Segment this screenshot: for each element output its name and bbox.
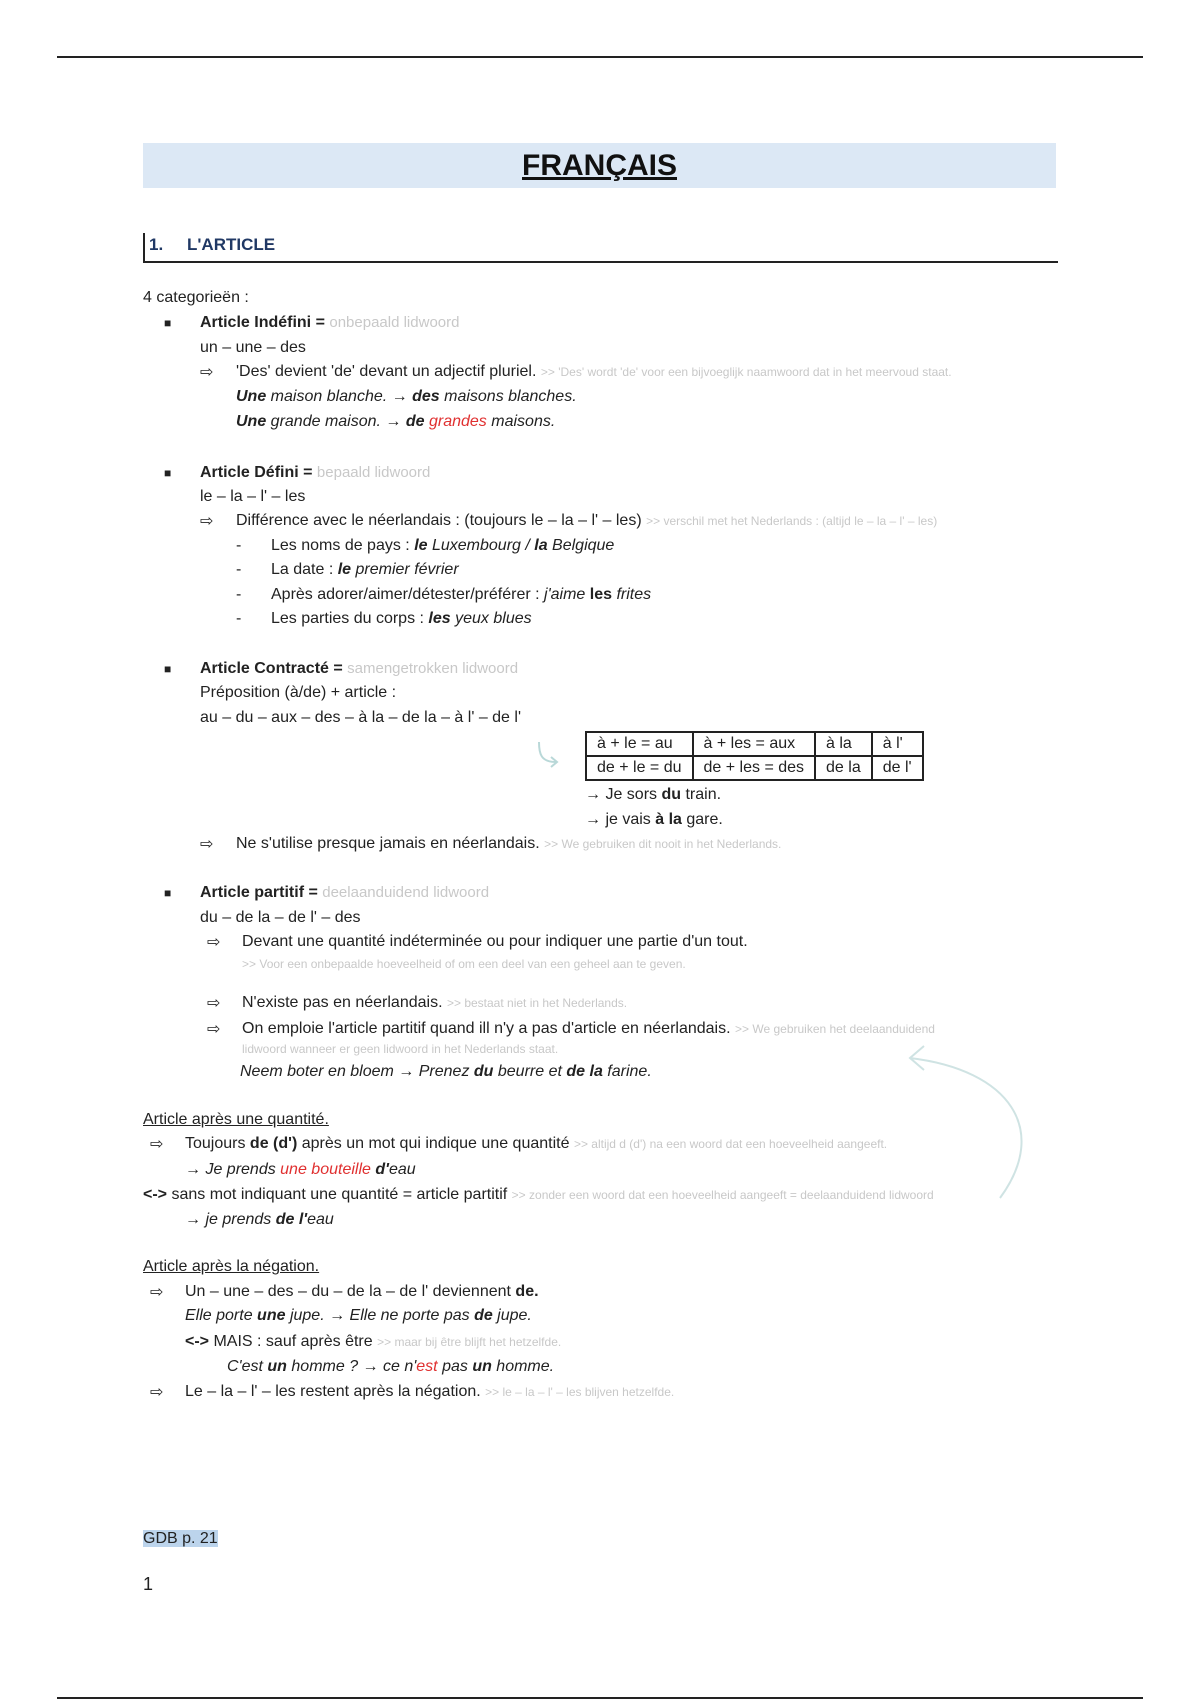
partitif-rule3-nl: lidwoord wanneer er geen lidwoord in het Nederlands staat. xyxy=(242,1042,559,1056)
quantite-heading: Article après une quantité. xyxy=(143,1111,329,1128)
partitif-example: Neem boter en bloem → Prenez du beurre et de la farine. xyxy=(240,1063,652,1080)
hollow-arrow-icon: ⇨ xyxy=(207,995,221,1012)
square-bullet-icon: ■ xyxy=(164,662,172,676)
negation-ex2: C'est un homme ? → ce n'est pas un homme. xyxy=(227,1358,555,1375)
curved-arrow-icon xyxy=(536,740,562,770)
table-cell: de la xyxy=(815,756,872,780)
square-bullet-icon: ■ xyxy=(164,886,172,900)
hollow-arrow-icon: ⇨ xyxy=(150,1136,164,1153)
contraction-table xyxy=(585,731,924,781)
table-cell: de l' xyxy=(872,756,923,780)
table-cell: à + le = au xyxy=(586,732,693,756)
hollow-arrow-icon: ⇨ xyxy=(150,1284,164,1301)
dash-bullet: - xyxy=(236,537,242,554)
square-bullet-icon: ■ xyxy=(164,466,172,480)
indefini-forms: un – une – des xyxy=(200,339,306,356)
dash-bullet: - xyxy=(236,561,242,578)
indefini-heading: Article Indéfini = onbepaald lidwoord xyxy=(200,314,460,331)
section-number: 1. xyxy=(149,235,164,254)
defini-item: Après adorer/aimer/détester/préférer : j'aime les frites xyxy=(271,586,652,603)
contracte-rule: Ne s'utilise presque jamais en néerlandais. >> We gebruiken dit nooit in het Nederlands. xyxy=(236,835,782,852)
quantite-ex1: → Je prends une bouteille d'eau xyxy=(185,1161,416,1178)
defini-item: Les noms de pays : le Luxembourg / la Belgique xyxy=(271,537,615,554)
partitif-rule1-nl: >> Voor een onbepaalde hoeveelheid of om een deel van een geheel aan te geven. xyxy=(242,957,686,971)
defini-heading: Article Défini = bepaald lidwoord xyxy=(200,464,431,481)
quantite-rule: Toujours de (d') après un mot qui indique une quantité >> altijd d (d') na een woord dat een hoeveelheid aangeeft. xyxy=(185,1135,888,1152)
page-number: 1 xyxy=(143,1574,154,1594)
table-cell: à la xyxy=(815,732,872,756)
hollow-arrow-icon: ⇨ xyxy=(150,1384,164,1401)
contracte-ex1: → Je sors du train. xyxy=(585,786,722,803)
table-cell: à l' xyxy=(872,732,923,756)
partitif-heading: Article partitif = deelaanduidend lidwoord xyxy=(200,884,490,901)
partitif-rule3: On emploie l'article partitif quand ill n'y a pas d'article en néerlandais. >> We gebruiken het deelaanduidend xyxy=(242,1020,935,1037)
square-bullet-icon: ■ xyxy=(164,316,172,330)
bottom-rule xyxy=(57,1697,1143,1699)
indefini-rule: 'Des' devient 'de' devant un adjectif pluriel. >> 'Des' wordt 'de' voor een bijvoeglijk naamwoord dat in het meervoud staat. xyxy=(236,363,952,380)
dash-bullet: - xyxy=(236,586,242,603)
hollow-arrow-icon: ⇨ xyxy=(207,934,221,951)
negation-ex1: Elle porte une jupe. → Elle ne porte pas de jupe. xyxy=(185,1307,532,1324)
contracte-ex2: → je vais à la gare. xyxy=(585,811,723,828)
dash-bullet: - xyxy=(236,610,242,627)
contracte-line1: Préposition (à/de) + article : xyxy=(200,684,397,701)
partitif-rule1: Devant une quantité indéterminée ou pour indiquer une partie d'un tout. xyxy=(242,933,748,950)
intro: 4 categorieën : xyxy=(143,289,249,306)
table-cell: à + les = aux xyxy=(693,732,816,756)
defini-rule: Différence avec le néerlandais : (toujours le – la – l' – les) >> verschil met het Nederlands : (altijd le – la – l' – les) xyxy=(236,512,938,529)
table-row xyxy=(586,732,923,756)
indefini-ex1: Une maison blanche. → des maisons blanches. xyxy=(236,388,577,405)
negation-rule1: Un – une – des – du – de la – de l' deviennent de. xyxy=(185,1283,539,1300)
hollow-arrow-icon: ⇨ xyxy=(200,836,214,853)
section-label: L'ARTICLE xyxy=(187,235,276,254)
reference-note: GDB p. 21 xyxy=(143,1530,218,1547)
hollow-arrow-icon: ⇨ xyxy=(200,364,214,381)
quantite-ex2: → je prends de l'eau xyxy=(185,1211,334,1228)
hollow-arrow-icon: ⇨ xyxy=(207,1021,221,1038)
quantite-contrast: <-> sans mot indiquant une quantité = article partitif >> zonder een woord dat een hoeveelheid aangeeft = deelaanduidend lidwoord xyxy=(143,1186,934,1203)
contracte-heading: Article Contracté = samengetrokken lidwoord xyxy=(200,660,519,677)
negation-rule2: Le – la – l' – les restent après la négation. >> le – la – l' – les blijven hetzelfde. xyxy=(185,1383,675,1400)
defini-item: Les parties du corps : les yeux blues xyxy=(271,610,532,627)
defini-forms: le – la – l' – les xyxy=(200,488,306,505)
partitif-forms: du – de la – de l' – des xyxy=(200,909,361,926)
indefini-ex2: Une grande maison. → de grandes maisons. xyxy=(236,413,556,430)
defini-item: La date : le premier février xyxy=(271,561,459,578)
negation-heading: Article après la négation. xyxy=(143,1258,320,1275)
table-cell: de + le = du xyxy=(586,756,693,780)
top-rule xyxy=(57,56,1143,58)
table-cell: de + les = des xyxy=(693,756,816,780)
negation-mais: <-> MAIS : sauf après être >> maar bij être blijft het hetzelfde. xyxy=(185,1333,562,1350)
hollow-arrow-icon: ⇨ xyxy=(200,513,214,530)
page-title: FRANÇAIS xyxy=(522,149,677,182)
partitif-rule2: N'existe pas en néerlandais. >> bestaat niet in het Nederlands. xyxy=(242,994,628,1011)
contracte-line2: au – du – aux – des – à la – de la – à l' – de l' xyxy=(200,709,522,726)
section-heading xyxy=(143,233,1058,263)
table-row xyxy=(586,756,923,780)
